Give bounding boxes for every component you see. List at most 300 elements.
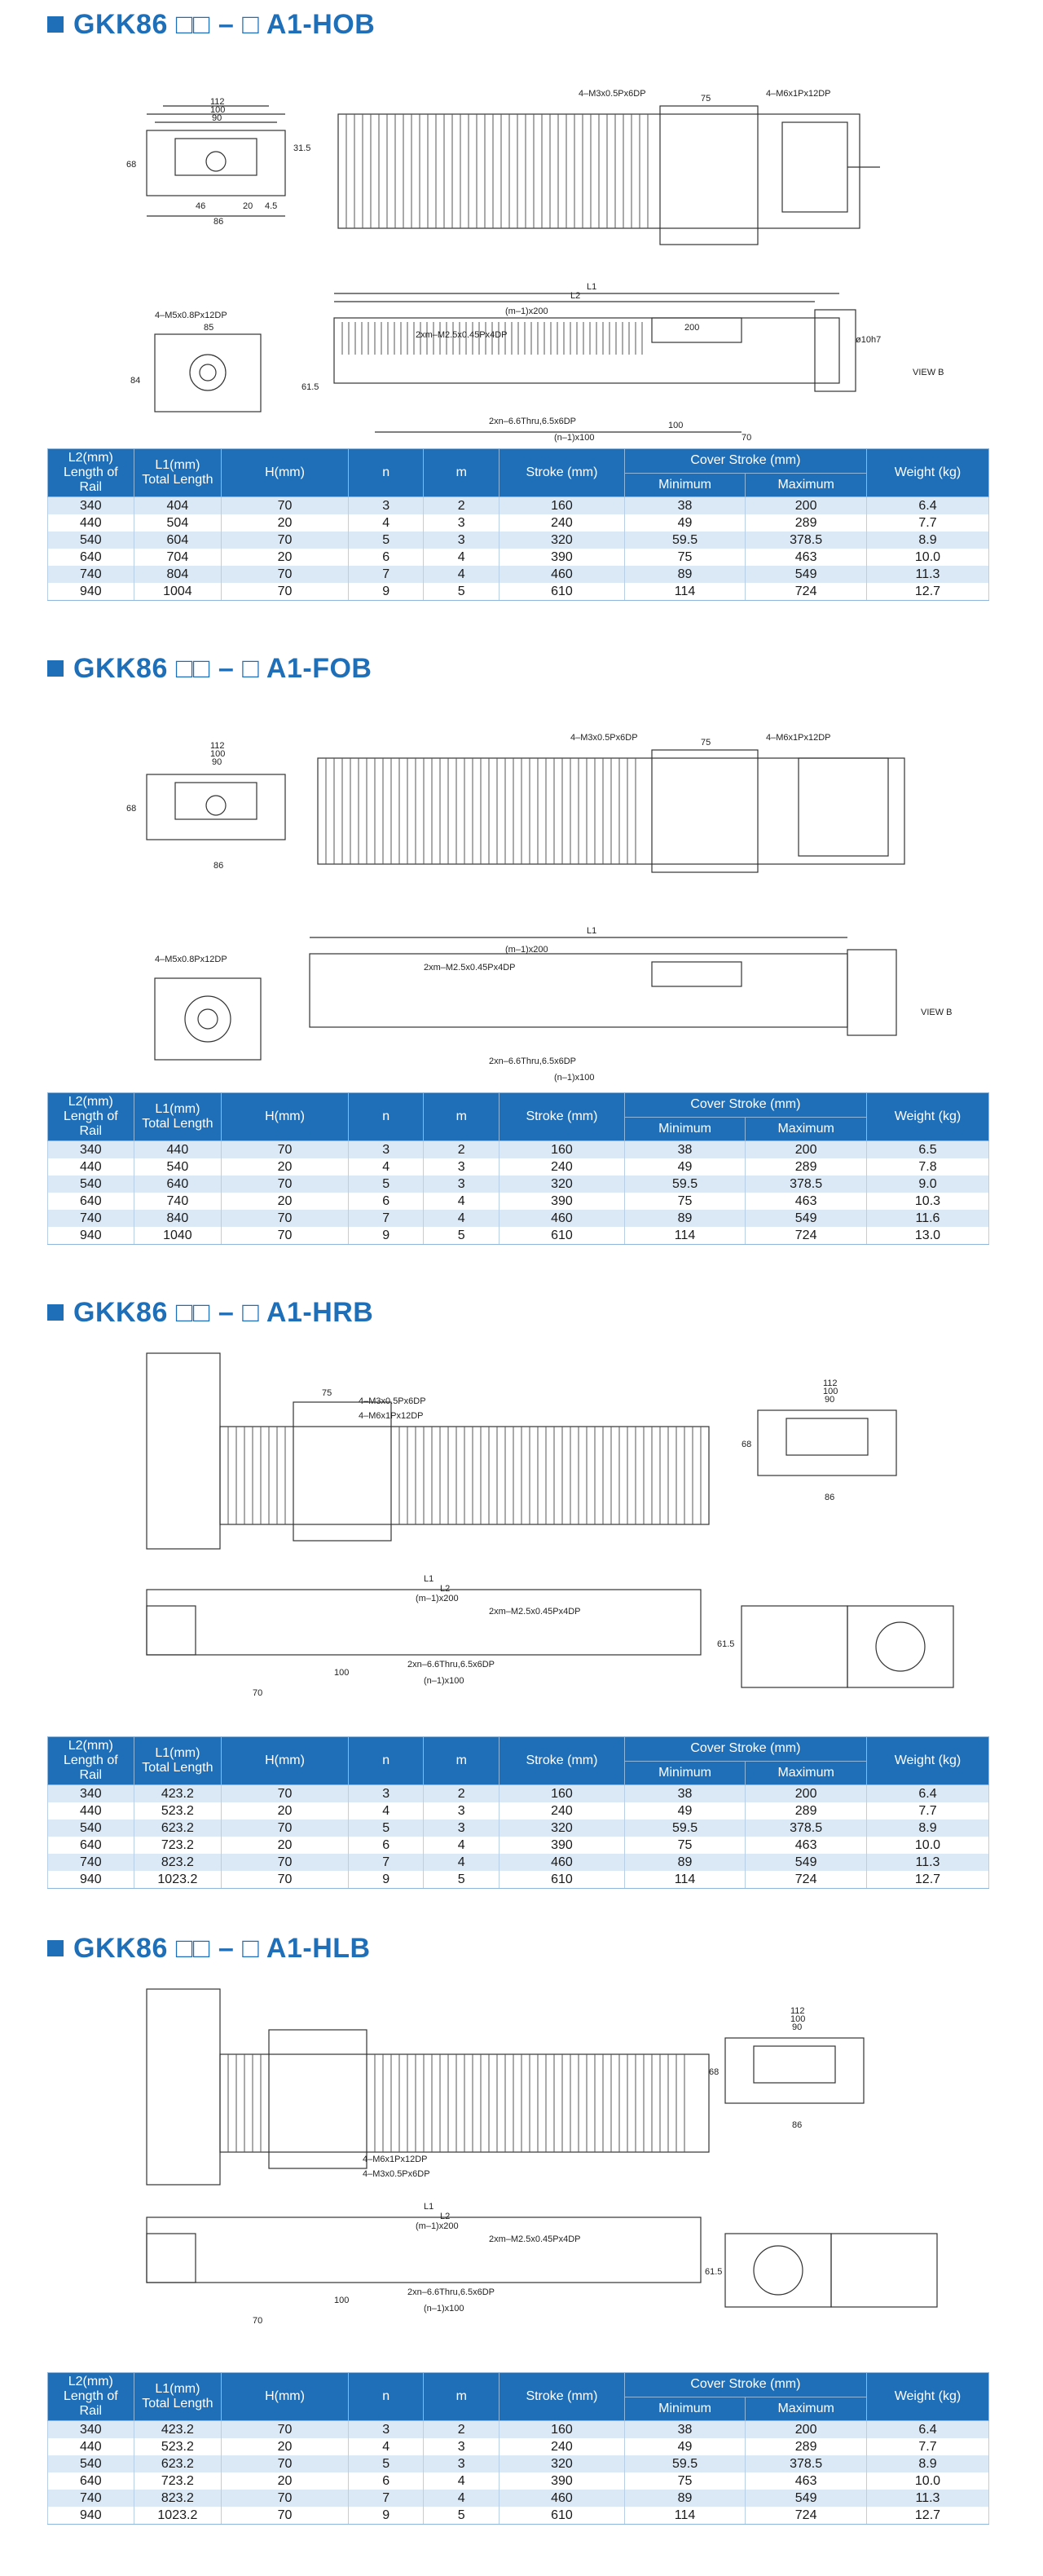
table-cell: 540 [48,1176,134,1193]
col-max: Maximum [746,1117,867,1141]
table-cell: 390 [499,549,625,566]
table-row [48,532,989,549]
svg-text:61.5: 61.5 [301,382,319,392]
svg-text:68: 68 [709,2067,720,2077]
svg-text:L2: L2 [570,291,581,301]
svg-text:4–M3x0.5Px6DP: 4–M3x0.5Px6DP [579,89,646,99]
table-cell: 6.4 [866,497,988,515]
svg-text:(m–1)x200: (m–1)x200 [416,2221,459,2231]
table-cell: 70 [222,1176,349,1193]
table-cell: 70 [222,2421,349,2439]
table-cell: 7.7 [866,2438,988,2455]
svg-text:100: 100 [790,2014,806,2024]
table-cell: 4 [424,1854,499,1871]
table-cell: 20 [222,1837,349,1854]
table-row [48,1854,989,1871]
table-cell: 423.2 [134,1785,222,1803]
table-cell: 89 [624,566,746,583]
table-cell: 12.7 [866,583,988,601]
svg-text:L1: L1 [587,282,597,292]
svg-text:4–M6x1Px12DP: 4–M6x1Px12DP [766,733,831,743]
table-cell: 70 [222,2455,349,2472]
col-h: H(mm) [222,1093,349,1141]
svg-text:31.5: 31.5 [293,143,311,153]
table-cell: 75 [624,2472,746,2490]
svg-text:75: 75 [701,738,711,748]
table-cell: 160 [499,1785,625,1803]
section-title-text: GKK86 □□ – □ A1-HRB [73,1296,374,1328]
drawing-svg [33,1973,1010,2356]
table-cell: 460 [499,2490,625,2507]
table-cell: 70 [222,2507,349,2525]
table-cell: 70 [222,583,349,601]
table-cell: 390 [499,1193,625,1210]
table-cell: 11.6 [866,1210,988,1227]
table-cell: 940 [48,1871,134,1889]
section-title [47,1932,371,1965]
svg-text:L1: L1 [587,926,597,936]
svg-text:112: 112 [210,741,225,751]
table-cell: 70 [222,497,349,515]
table-cell: 75 [624,1193,746,1210]
table-row [48,2455,989,2472]
svg-text:4.5: 4.5 [265,201,278,211]
table-cell: 320 [499,1820,625,1837]
table-cell: 5 [424,583,499,601]
svg-text:L1: L1 [424,2202,434,2212]
col-stroke: Stroke (mm) [499,1737,625,1785]
table-cell: 320 [499,2455,625,2472]
table-row [48,1210,989,1227]
table-cell: 3 [424,2438,499,2455]
table-cell: 7.7 [866,514,988,532]
svg-text:86: 86 [213,217,224,227]
table-cell: 70 [222,2490,349,2507]
svg-text:(n–1)x100: (n–1)x100 [424,1676,464,1686]
bellows-pleats [228,1427,701,1524]
table-cell: 640 [48,2472,134,2490]
table-cell: 20 [222,1158,349,1176]
table-row [48,514,989,532]
table-cell: 340 [48,1785,134,1803]
svg-text:(m–1)x200: (m–1)x200 [505,945,548,955]
table-cell: 604 [134,532,222,549]
table-cell: 340 [48,1141,134,1159]
table-cell: 289 [746,514,867,532]
col-cover: Cover Stroke (mm) [624,1093,866,1118]
table-cell: 340 [48,2421,134,2439]
table-row [48,583,989,601]
table-cell: 723.2 [134,1837,222,1854]
table-cell: 7.8 [866,1158,988,1176]
table-cell: 740 [48,566,134,583]
table-cell: 724 [746,2507,867,2525]
table-cell: 114 [624,1871,746,1889]
table-cell: 160 [499,497,625,515]
svg-text:90: 90 [792,2022,803,2032]
table-cell: 440 [48,2438,134,2455]
table-cell: 504 [134,514,222,532]
col-weight: Weight (kg) [866,449,988,497]
table-cell: 3 [424,532,499,549]
table-cell: 75 [624,1837,746,1854]
svg-text:2xn–6.6Thru,6.5x6DP: 2xn–6.6Thru,6.5x6DP [407,2287,495,2297]
col-stroke: Stroke (mm) [499,2373,625,2421]
table-cell: 4 [348,1802,424,1820]
table-row [48,1871,989,1889]
table-cell: 724 [746,1227,867,1245]
table-cell: 3 [424,1158,499,1176]
table-row [48,1785,989,1803]
spec-table [47,1736,989,1889]
table-cell: 623.2 [134,2455,222,2472]
table-cell: 5 [348,1176,424,1193]
table-cell: 1023.2 [134,2507,222,2525]
drawing-svg [33,1337,1010,1720]
table-cell: 240 [499,1802,625,1820]
table-cell: 3 [424,1802,499,1820]
svg-text:75: 75 [322,1388,332,1398]
table-cell: 4 [348,1158,424,1176]
table-cell: 114 [624,583,746,601]
table-cell: 724 [746,1871,867,1889]
table-row [48,2507,989,2525]
table-row [48,1802,989,1820]
spec-rows [48,1141,989,1245]
bellows-pleats [326,758,636,864]
svg-text:2xm–M2.5x0.45Px4DP: 2xm–M2.5x0.45Px4DP [489,1607,581,1617]
table-cell: 6.5 [866,1141,988,1159]
col-l2: L2(mm) Length of Rail [48,1737,134,1785]
table-cell: 59.5 [624,1176,746,1193]
svg-text:112: 112 [210,97,225,107]
table-cell: 200 [746,497,867,515]
table-cell: 378.5 [746,1176,867,1193]
table-cell: 9 [348,1227,424,1245]
table-cell: 38 [624,1141,746,1159]
col-h: H(mm) [222,449,349,497]
table-cell: 740 [48,2490,134,2507]
svg-text:84: 84 [130,376,141,386]
col-min: Minimum [624,473,746,497]
table-row [48,1141,989,1159]
table-cell: 240 [499,2438,625,2455]
svg-text:(n–1)x100: (n–1)x100 [424,2304,464,2314]
col-l1: L1(mm) Total Length [134,1093,222,1141]
table-row [48,2472,989,2490]
table-cell: 9.0 [866,1176,988,1193]
svg-text:2xn–6.6Thru,6.5x6DP: 2xn–6.6Thru,6.5x6DP [489,417,577,426]
table-cell: 440 [48,514,134,532]
table-cell: 440 [48,1802,134,1820]
table-cell: 70 [222,1141,349,1159]
bellows-pleats [228,2054,684,2152]
table-cell: 289 [746,2438,867,2455]
table-cell: 7 [348,1854,424,1871]
col-stroke: Stroke (mm) [499,1093,625,1141]
table-cell: 8.9 [866,2455,988,2472]
table-cell: 340 [48,497,134,515]
svg-text:2xm–M2.5x0.45Px4DP: 2xm–M2.5x0.45Px4DP [416,330,508,340]
table-cell: 6 [348,1193,424,1210]
table-cell: 640 [48,549,134,566]
table-cell: 440 [48,1158,134,1176]
table-cell: 5 [348,2455,424,2472]
table-row [48,2438,989,2455]
col-m: m [424,449,499,497]
table-row [48,566,989,583]
table-cell: 3 [424,2455,499,2472]
table-cell: 2 [424,2421,499,2439]
table-cell: 4 [424,2472,499,2490]
svg-text:100: 100 [668,421,684,430]
svg-text:75: 75 [701,94,711,104]
table-cell: 89 [624,2490,746,2507]
table-cell: 11.3 [866,566,988,583]
table-cell: 70 [222,1854,349,1871]
table-cell: 2 [424,1785,499,1803]
table-cell: 4 [424,1210,499,1227]
table-cell: 200 [746,1785,867,1803]
table-cell: 4 [424,566,499,583]
table-cell: 5 [424,1227,499,1245]
col-weight: Weight (kg) [866,1093,988,1141]
svg-text:(m–1)x200: (m–1)x200 [505,307,548,316]
svg-text:(m–1)x200: (m–1)x200 [416,1594,459,1603]
table-cell: 49 [624,514,746,532]
table-row [48,1176,989,1193]
table-cell: 8.9 [866,532,988,549]
table-cell: 6 [348,1837,424,1854]
table-cell: 378.5 [746,2455,867,2472]
table-row [48,1158,989,1176]
table-cell: 3 [348,1785,424,1803]
table-cell: 20 [222,514,349,532]
table-row [48,1227,989,1245]
svg-text:61.5: 61.5 [717,1639,735,1649]
col-min: Minimum [624,1117,746,1141]
col-max: Maximum [746,473,867,497]
table-cell: 20 [222,2472,349,2490]
dimension-labels [126,733,953,1083]
table-cell: 10.0 [866,549,988,566]
svg-text:70: 70 [253,1688,263,1698]
svg-text:4–M6x1Px12DP: 4–M6x1Px12DP [766,89,831,99]
table-cell: 540 [48,1820,134,1837]
table-cell: 160 [499,2421,625,2439]
table-cell: 6 [348,2472,424,2490]
svg-text:L1: L1 [424,1574,434,1584]
svg-text:2xm–M2.5x0.45Px4DP: 2xm–M2.5x0.45Px4DP [489,2234,581,2244]
table-cell: 4 [348,2438,424,2455]
table-cell: 523.2 [134,1802,222,1820]
svg-text:(n–1)x100: (n–1)x100 [554,433,595,443]
table-cell: 540 [48,2455,134,2472]
svg-text:200: 200 [684,323,700,333]
table-cell: 10.0 [866,2472,988,2490]
table-cell: 640 [48,1193,134,1210]
svg-text:90: 90 [212,113,222,123]
col-n: n [348,2373,424,2421]
table-cell: 10.0 [866,1837,988,1854]
table-cell: 460 [499,1210,625,1227]
table-cell: 4 [348,514,424,532]
spec-rows [48,1785,989,1889]
table-cell: 10.3 [866,1193,988,1210]
svg-text:90: 90 [825,1395,835,1405]
svg-text:112: 112 [823,1378,838,1388]
table-row [48,1820,989,1837]
svg-text:112: 112 [790,2006,805,2016]
table-cell: 610 [499,2507,625,2525]
table-cell: 940 [48,2507,134,2525]
col-l1: L1(mm) Total Length [134,2373,222,2421]
table-cell: 20 [222,549,349,566]
table-cell: 70 [222,1210,349,1227]
col-l2: L2(mm) Length of Rail [48,2373,134,2421]
table-cell: 740 [48,1210,134,1227]
table-cell: 13.0 [866,1227,988,1245]
table-cell: 463 [746,549,867,566]
table-cell: 724 [746,583,867,601]
table-cell: 89 [624,1854,746,1871]
svg-text:68: 68 [126,160,137,170]
section-title-text: GKK86 □□ – □ A1-HLB [73,1932,371,1964]
table-cell: 200 [746,2421,867,2439]
svg-text:100: 100 [210,749,226,759]
table-cell: 289 [746,1158,867,1176]
section-title [47,8,375,41]
svg-text:61.5: 61.5 [705,2267,723,2277]
table-cell: 804 [134,566,222,583]
table-cell: 940 [48,1227,134,1245]
table-cell: 7 [348,1210,424,1227]
drawing-svg [33,49,1010,443]
table-cell: 549 [746,2490,867,2507]
table-cell: 723.2 [134,2472,222,2490]
table-cell: 460 [499,1854,625,1871]
table-cell: 823.2 [134,2490,222,2507]
table-cell: 2 [424,497,499,515]
table-cell: 70 [222,1785,349,1803]
table-cell: 1004 [134,583,222,601]
table-cell: 5 [348,1820,424,1837]
table-cell: 9 [348,2507,424,2525]
section-title-text: GKK86 □□ – □ A1-FOB [73,652,372,684]
table-cell: 320 [499,1176,625,1193]
svg-text:4–M3x0.5Px6DP: 4–M3x0.5Px6DP [359,1396,426,1406]
svg-text:L2: L2 [440,2212,451,2221]
table-cell: 610 [499,1227,625,1245]
svg-text:100: 100 [210,105,226,115]
table-cell: 75 [624,549,746,566]
table-cell: 114 [624,1227,746,1245]
svg-text:L2: L2 [440,1584,451,1594]
table-cell: 289 [746,1802,867,1820]
table-cell: 20 [222,1193,349,1210]
table-cell: 463 [746,1193,867,1210]
spec-table [47,448,989,601]
table-cell: 70 [222,1227,349,1245]
col-min: Minimum [624,1761,746,1785]
table-row [48,1193,989,1210]
svg-text:46: 46 [196,201,206,211]
table-cell: 12.7 [866,2507,988,2525]
table-cell: 7.7 [866,1802,988,1820]
table-cell: 523.2 [134,2438,222,2455]
table-cell: 49 [624,1158,746,1176]
table-cell: 89 [624,1210,746,1227]
table-cell: 378.5 [746,1820,867,1837]
svg-text:2xm–M2.5x0.45Px4DP: 2xm–M2.5x0.45Px4DP [424,963,516,973]
svg-text:4–M6x1Px12DP: 4–M6x1Px12DP [359,1411,424,1421]
table-cell: 540 [48,532,134,549]
table-row [48,497,989,515]
table-cell: 320 [499,532,625,549]
svg-text:86: 86 [213,861,224,871]
title-square-icon [47,1940,64,1956]
title-square-icon [47,1304,64,1321]
drawing-svg [33,693,1010,1083]
svg-text:86: 86 [792,2120,803,2130]
col-max: Maximum [746,2397,867,2421]
table-cell: 463 [746,1837,867,1854]
spec-table [47,2372,989,2525]
svg-text:90: 90 [212,757,222,767]
table-cell: 59.5 [624,1820,746,1837]
svg-text:4–M3x0.5Px6DP: 4–M3x0.5Px6DP [570,733,638,743]
table-cell: 840 [134,1210,222,1227]
col-n: n [348,1737,424,1785]
technical-drawing [33,693,1010,1083]
svg-text:2xn–6.6Thru,6.5x6DP: 2xn–6.6Thru,6.5x6DP [489,1056,577,1066]
table-cell: 3 [348,2421,424,2439]
table-cell: 20 [222,1802,349,1820]
table-cell: 5 [348,532,424,549]
table-cell: 160 [499,1141,625,1159]
table-cell: 704 [134,549,222,566]
table-cell: 610 [499,583,625,601]
table-cell: 2 [424,1141,499,1159]
table-cell: 390 [499,2472,625,2490]
table-cell: 404 [134,497,222,515]
table-cell: 378.5 [746,532,867,549]
table-cell: 740 [48,1854,134,1871]
table-cell: 549 [746,1854,867,1871]
table-cell: 549 [746,566,867,583]
col-stroke: Stroke (mm) [499,449,625,497]
table-cell: 3 [424,1176,499,1193]
table-cell: 114 [624,2507,746,2525]
table-cell: 240 [499,514,625,532]
col-h: H(mm) [222,1737,349,1785]
table-cell: 7 [348,2490,424,2507]
table-cell: 5 [424,1871,499,1889]
col-n: n [348,449,424,497]
table-cell: 38 [624,1785,746,1803]
col-m: m [424,1737,499,1785]
table-cell: 4 [424,1193,499,1210]
table-cell: 1040 [134,1227,222,1245]
table-cell: 4 [424,1837,499,1854]
col-n: n [348,1093,424,1141]
table-cell: 6.4 [866,2421,988,2439]
col-m: m [424,2373,499,2421]
table-cell: 6 [348,549,424,566]
technical-drawing [33,49,1010,443]
svg-text:86: 86 [825,1493,835,1502]
table-row [48,2490,989,2507]
